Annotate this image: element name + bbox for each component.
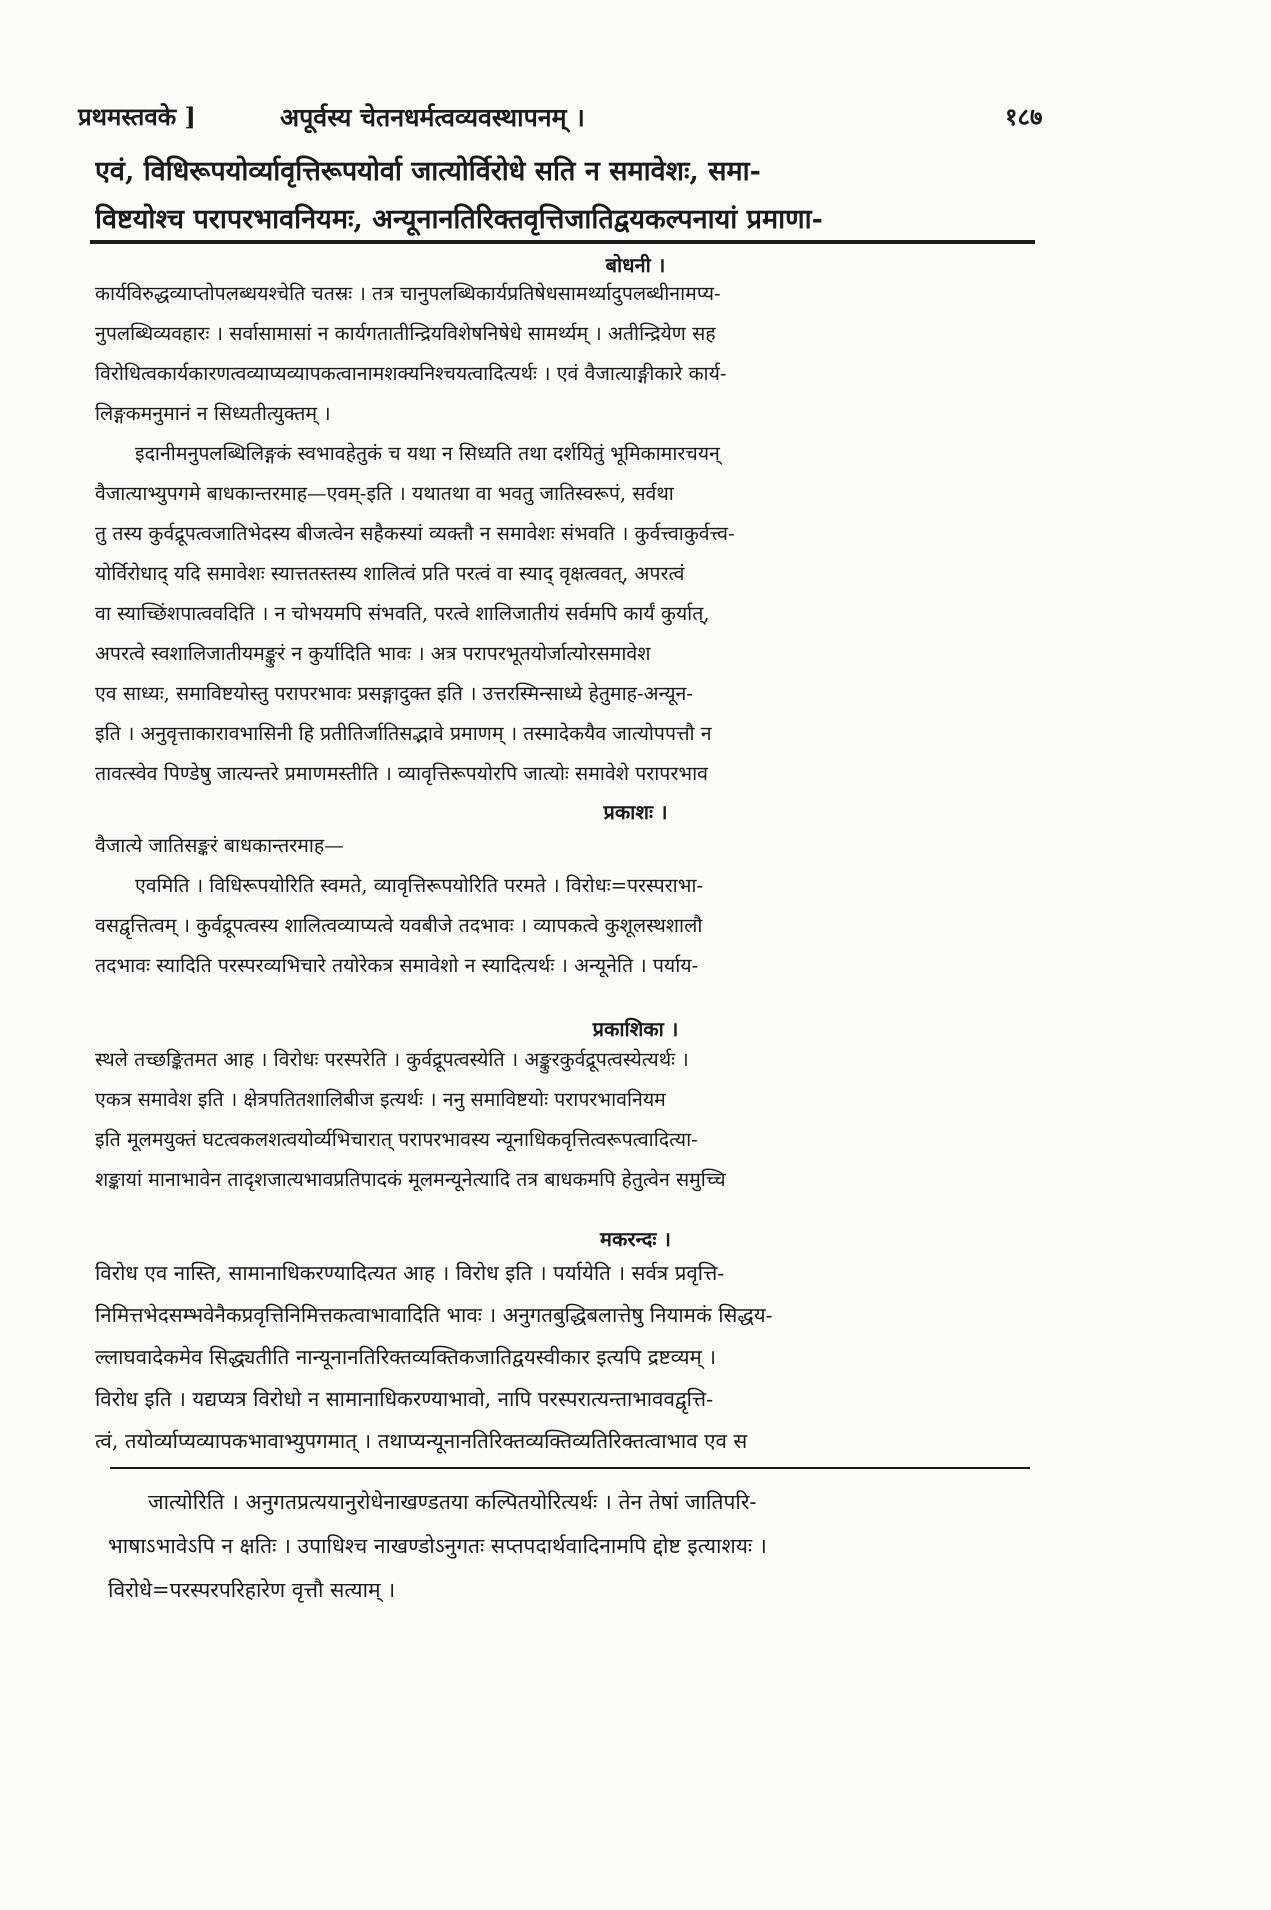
text-line: विरोध एव नास्ति, सामानाधिकरण्यादित्यत आह । विरोध इति । पर्यायेति । सर्वत्र प्रवृत्ति- — [95, 1261, 725, 1285]
text-line: वसद्वृत्तित्वम् । कुर्वद्रूपत्वस्य शालित्वव्याप्यत्वे यवबीजे तदभावः । व्यापकत्वे कुशूलस्थशालौ — [95, 914, 703, 937]
text-line: एवमिति । विधिरूपयोरिति स्वमते, व्यावृत्तिरूपयोरिति परमते । विरोधः=परस्पराभा- — [135, 874, 704, 897]
commentary-bodhani — [95, 274, 1070, 794]
text-line: त्वं, तयोर्व्याप्यव्यापकभावाभ्युपगमात् । तथाप्यन्यूनानतिरिक्तव्यक्तिव्यतिरिक्तत्वाभाव एव स — [95, 1429, 748, 1453]
commentary-prakasha — [95, 826, 1070, 986]
header-title: अपूर्वस्य चेतनधर्मत्वव्यवस्थापनम् । — [280, 103, 585, 132]
footnote-divider — [110, 1467, 1030, 1469]
text-line: तदभावः स्यादिति परस्परव्यभिचारे तयोरेकत्र समावेशो न स्यादित्यर्थः । अन्यूनेति । पर्याय- — [95, 954, 699, 977]
section-title-bodhani: बोधनी । — [605, 253, 666, 277]
text-line: इति । अनुवृत्ताकारावभासिनी हि प्रतीतिर्जातिसद्भावे प्रमाणम् । तस्मादेकयैव जात्योपपत्तौ न — [95, 722, 712, 745]
text-line: विरोधित्वकार्यकारणत्वव्याप्यव्यापकत्वानामशक्यनिश्चयत्वादित्यर्थः । एवं वैजात्याङ्गीकारे कार्य- — [95, 362, 727, 385]
page-number: १८७ — [1005, 102, 1043, 131]
text-line: एकत्र समावेश इति । क्षेत्रपतितशालिबीज इत्यर्थः । ननु समाविष्टयोः परापरभावनियम — [95, 1088, 666, 1111]
header-section-label: प्रथमस्तवके ] — [78, 102, 196, 131]
footnote-line: भाषाऽभावेऽपि न क्षतिः । उपाधिश्च नाखण्डोऽनुगतः सप्तपदार्थवादिनामपि द्दोष्ट इत्याशयः । — [108, 1534, 767, 1558]
text-line: निमित्तभेदसम्भवेनैकप्रवृत्तिनिमित्तकत्वाभावादिति भावः । अनुगतबुद्धिबलात्तेषु नियामकं सिद्धय- — [95, 1303, 773, 1327]
text-line: लिङ्गकमनुमानं न सिध्यतीत्युक्तम् । — [95, 402, 331, 425]
mula-text — [95, 148, 1025, 244]
section-title-makaranda: मकरन्दः । — [600, 1227, 671, 1251]
text-line: इति मूलमयुक्तं घटत्वकलशत्वयोर्व्यभिचारात् परापरभावस्य न्यूनाधिकवृत्तित्वरूपत्वादित्या- — [95, 1128, 698, 1151]
footnote — [108, 1480, 1068, 1612]
footnote-line: विरोधे=परस्परपरिहारेण वृत्तौ सत्याम् । — [108, 1578, 396, 1602]
text-line: स्थले तच्छङ्कितमत आह । विरोधः परस्परेति । कुर्वद्रूपत्वस्येति । अङ्कुरकुर्वद्रूपत्वस्येत्यर्थः । — [95, 1048, 689, 1071]
text-line: शङ्कायां मानाभावेन तादृशजात्यभावप्रतिपादकं मूलमन्यूनेत्यादि तत्र बाधकमपि हेतुत्वेन समुच्चि — [95, 1168, 726, 1191]
footnote-line: जात्योरिति । अनुगतप्रत्ययानुरोधेनाखण्डतया कल्पितयोरित्यर्थः । तेन तेषां जातिपरि- — [148, 1490, 757, 1514]
text-line: एव साध्यः, समाविष्टयोस्तु परापरभावः प्रसङ्गादुक्त इति । उत्तरस्मिन्साध्ये हेतुमाह-अन्यून- — [95, 682, 693, 705]
text-line: अपरत्वे स्वशालिजातीयमङ्कुरं न कुर्यादिति भावः । अत्र परापरभूतयोर्जात्योरसमावेश — [95, 642, 651, 665]
section-title-prakasha: प्रकाशः । — [603, 800, 668, 824]
text-line: वैजात्ये जातिसङ्करं बाधकान्तरमाह— — [95, 834, 344, 857]
text-line: इदानीमनुपलब्धिलिङ्गकं स्वभावहेतुकं च यथा न सिध्यति तथा दर्शयितुं भूमिकामारचयन् — [135, 442, 720, 465]
text-line: वैजात्याभ्युपगमे बाधकान्तरमाह—एवम्-इति । यथातथा वा भवतु जातिस्वरूपं, सर्वथा — [95, 482, 674, 505]
text-line: विरोध इति । यद्यप्यत्र विरोधो न सामानाधिकरण्याभावो, नापि परस्परात्यन्ताभाववद्वृत्ति- — [95, 1387, 714, 1411]
mula-line: एवं, विधिरूपयोर्व्यावृत्तिरूपयोर्वा जात्योर्विरोधे सति न समावेशः, समा- — [95, 156, 761, 187]
text-line: तावत्स्वेव पिण्डेषु जात्यन्तरे प्रमाणमस्तीति । व्यावृत्तिरूपयोरपि जात्योः समावेशे परापरभाव — [95, 762, 708, 785]
text-line: वा स्याच्छिंशपात्ववदिति । न चोभयमपि संभवति, परत्वे शालिजातीयं सर्वमपि कार्यं कुर्यात्, — [95, 602, 710, 625]
text-line: ल्लाघवादेकमेव सिद्ध्यतीति नान्यूनानतिरिक्तव्यक्तिकजातिद्वयस्वीकार इत्यपि द्रष्टव्यम् । — [95, 1345, 717, 1369]
section-title-prakashika: प्रकाशिका । — [592, 1017, 679, 1041]
text-line: तु तस्य कुर्वद्रूपत्वजातिभेदस्य बीजत्वेन सहैकस्यां व्यक्तौ न समावेशः संभवति । कुर्वत्त्वाकुर्वत्त्व- — [95, 522, 735, 545]
text-line: योर्विरोधाद् यदि समावेशः स्यात्ततस्तस्य शालित्वं प्रति परत्वं वा स्याद् वृक्षत्ववत्, अपरत्वं — [95, 562, 685, 585]
commentary-makaranda — [95, 1252, 1070, 1462]
text-line: नुपलब्धिव्यवहारः । सर्वासामासां न कार्यगतातीन्द्रियविशेषनिषेधे सामर्थ्यम् । अतीन्द्रियेण सह — [95, 322, 716, 345]
heavy-divider — [90, 240, 1035, 244]
commentary-prakashika — [95, 1040, 1070, 1200]
text-line: कार्यविरुद्धव्याप्तोपलब्धयश्चेति चतस्रः । तत्र चानुपलब्धिकार्यप्रतिषेधसामर्थ्यादुपलब्धीनामप्य- — [95, 282, 721, 305]
mula-line: विष्टयोश्च परापरभावनियमः, अन्यूनानतिरिक्तवृत्तिजातिद्वयकल्पनायां प्रमाणा- — [95, 204, 823, 235]
